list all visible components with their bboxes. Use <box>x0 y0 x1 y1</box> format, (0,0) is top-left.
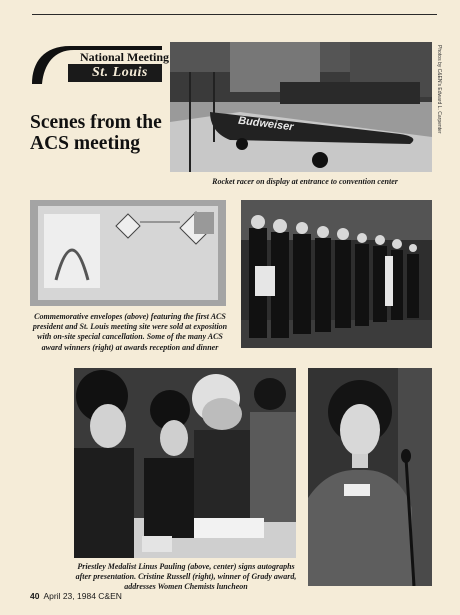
rocket-photo <box>170 42 432 172</box>
page-number: 40 <box>30 591 40 601</box>
page-headline: Scenes from the ACS meeting <box>30 112 162 154</box>
caption-envelopes-awards: Commemorative envelopes (above) featuring the first ACS president and St. Louis meeting site were sold at exposition with on-site special cancellation. Some of the many ACS award winners (right) at awards reception and dinner <box>32 312 228 352</box>
caption-rocket: Rocket racer on display at entrance to convention center <box>212 177 398 186</box>
issue-date: April 23, 1984 C&EN <box>43 591 122 601</box>
envelopes-photo <box>30 200 226 306</box>
banner-city: St. Louis <box>92 65 148 80</box>
russell-photo <box>308 368 432 586</box>
rocket-livery-label: Budweiser <box>237 114 295 134</box>
section-banner <box>30 42 169 86</box>
page-folio <box>30 591 122 601</box>
top-rule <box>32 14 437 15</box>
caption-pauling-russell: Priestley Medalist Linus Pauling (above, center) signs autographs after presentation. Cristine Russell (right), winner of Grady award, addresses Women Chemists luncheon <box>75 562 297 592</box>
photo-credit <box>433 46 443 156</box>
awards-photo <box>241 200 432 348</box>
banner-title: National Meeting <box>80 50 169 64</box>
pauling-photo <box>74 368 296 558</box>
photo-credit-text: Photos by C&EN's Edward L. Carpenter <box>436 45 442 134</box>
